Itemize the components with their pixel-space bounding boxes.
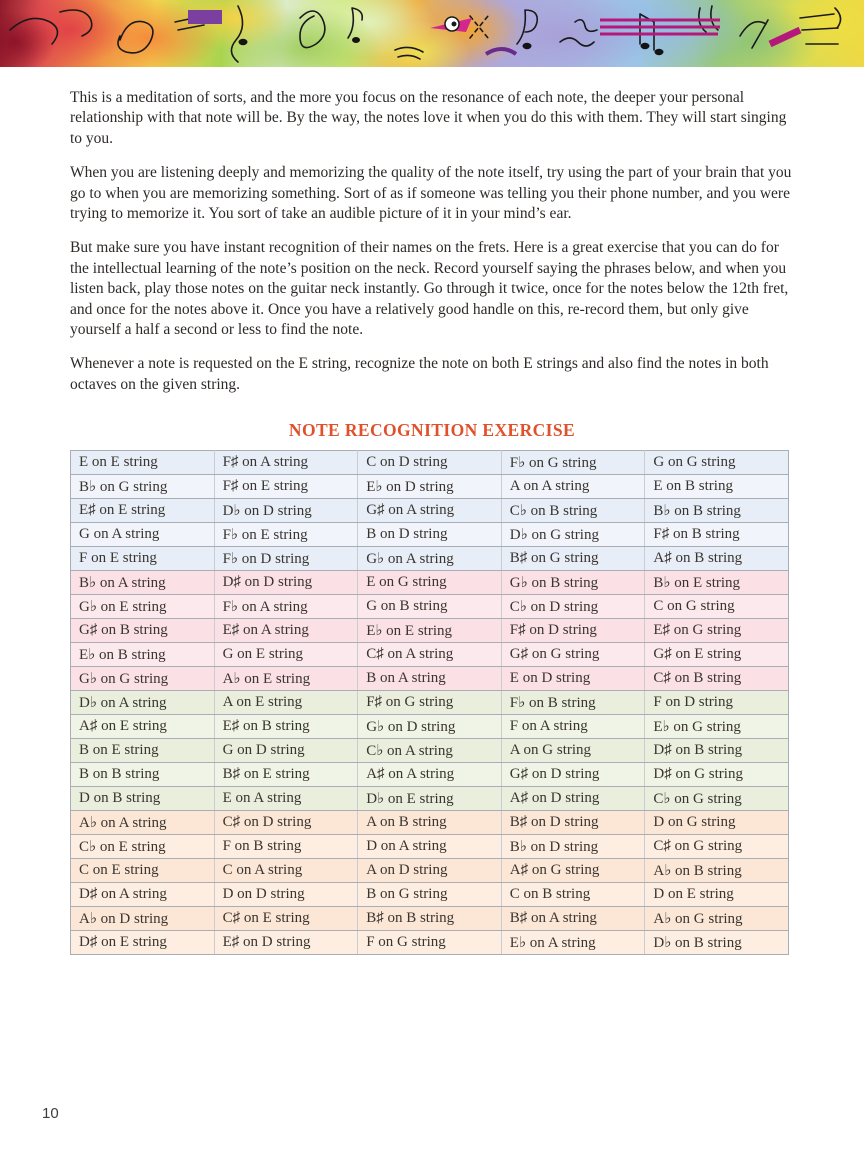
note-cell: G♯ on D string xyxy=(501,763,645,787)
note-cell: A on G string xyxy=(501,739,645,763)
note-cell: E♭ on B string xyxy=(71,643,215,667)
table-row xyxy=(71,787,789,811)
table-row xyxy=(71,451,789,475)
header-artwork xyxy=(0,0,864,67)
note-cell: D on G string xyxy=(645,811,789,835)
note-cell: E on D string xyxy=(501,667,645,691)
page-number: 10 xyxy=(42,1105,59,1122)
note-cell: G♭ on D string xyxy=(358,715,502,739)
note-cell: F♭ on D string xyxy=(214,547,358,571)
note-cell: D♭ on B string xyxy=(645,931,789,955)
note-cell: E♯ on A string xyxy=(214,619,358,643)
note-cell: D♭ on G string xyxy=(501,523,645,547)
note-cell: G♯ on B string xyxy=(71,619,215,643)
note-cell: B♭ on D string xyxy=(501,835,645,859)
note-cell: C on E string xyxy=(71,859,215,883)
note-cell: C on D string xyxy=(358,451,502,475)
table-row xyxy=(71,739,789,763)
table-row xyxy=(71,595,789,619)
note-cell: D♭ on A string xyxy=(71,691,215,715)
note-cell: E on G string xyxy=(358,571,502,595)
table-row xyxy=(71,715,789,739)
note-cell: D♯ on D string xyxy=(214,571,358,595)
note-cell: F♭ on B string xyxy=(501,691,645,715)
note-cell: B♭ on A string xyxy=(71,571,215,595)
table-row xyxy=(71,475,789,499)
note-cell: C on G string xyxy=(645,595,789,619)
note-cell: D♭ on E string xyxy=(358,787,502,811)
note-cell: B on E string xyxy=(71,739,215,763)
note-cell: A♭ on A string xyxy=(71,811,215,835)
note-cell: B♯ on B string xyxy=(358,907,502,931)
note-cell: B♯ on G string xyxy=(501,547,645,571)
note-cell: D♯ on E string xyxy=(71,931,215,955)
note-cell: A♯ on E string xyxy=(71,715,215,739)
note-cell: E on B string xyxy=(645,475,789,499)
note-cell: A♭ on E string xyxy=(214,667,358,691)
table-row xyxy=(71,523,789,547)
note-cell: C♯ on G string xyxy=(645,835,789,859)
note-table-body xyxy=(71,451,789,955)
note-cell: B♯ on E string xyxy=(214,763,358,787)
note-cell: E♯ on E string xyxy=(71,499,215,523)
note-cell: G♭ on G string xyxy=(71,667,215,691)
note-cell: G♭ on A string xyxy=(358,547,502,571)
table-row xyxy=(71,931,789,955)
note-cell: F♭ on A string xyxy=(214,595,358,619)
note-cell: E♭ on D string xyxy=(358,475,502,499)
note-cell: C♯ on D string xyxy=(214,811,358,835)
note-cell: G♯ on A string xyxy=(358,499,502,523)
note-cell: G♯ on E string xyxy=(645,643,789,667)
note-cell: C♯ on B string xyxy=(645,667,789,691)
table-row xyxy=(71,619,789,643)
note-cell: D on B string xyxy=(71,787,215,811)
note-cell: D♯ on G string xyxy=(645,763,789,787)
note-cell: G on A string xyxy=(71,523,215,547)
note-cell: E♯ on G string xyxy=(645,619,789,643)
note-cell: F♯ on G string xyxy=(358,691,502,715)
note-cell: B on D string xyxy=(358,523,502,547)
note-cell: G on G string xyxy=(645,451,789,475)
note-cell: F on G string xyxy=(358,931,502,955)
note-cell: G on D string xyxy=(214,739,358,763)
note-cell: C♭ on G string xyxy=(645,787,789,811)
note-cell: C on B string xyxy=(501,883,645,907)
note-cell: F on B string xyxy=(214,835,358,859)
note-cell: A♭ on G string xyxy=(645,907,789,931)
note-cell: F on A string xyxy=(501,715,645,739)
note-cell: C♯ on E string xyxy=(214,907,358,931)
table-row xyxy=(71,499,789,523)
note-cell: B♯ on A string xyxy=(501,907,645,931)
note-cell: B♭ on G string xyxy=(71,475,215,499)
note-cell: A♯ on A string xyxy=(358,763,502,787)
note-cell: B on A string xyxy=(358,667,502,691)
note-cell: E♭ on G string xyxy=(645,715,789,739)
note-cell: A on E string xyxy=(214,691,358,715)
note-cell: C♭ on D string xyxy=(501,595,645,619)
note-cell: A♭ on D string xyxy=(71,907,215,931)
note-cell: A on B string xyxy=(358,811,502,835)
table-row xyxy=(71,835,789,859)
note-cell: E♭ on A string xyxy=(501,931,645,955)
note-cell: C♯ on A string xyxy=(358,643,502,667)
note-cell: D♭ on D string xyxy=(214,499,358,523)
note-cell: F on E string xyxy=(71,547,215,571)
note-cell: E on A string xyxy=(214,787,358,811)
note-cell: C♭ on A string xyxy=(358,739,502,763)
paragraph-1: This is a meditation of sorts, and the more you focus on the resonance of each note, the deeper your personal relationship with that note will be. By the way, the notes love it when you do this with them. They will start singing to you. xyxy=(70,89,787,147)
note-cell: C♭ on E string xyxy=(71,835,215,859)
note-cell: B♭ on B string xyxy=(645,499,789,523)
note-cell: G♭ on B string xyxy=(501,571,645,595)
table-row xyxy=(71,859,789,883)
table-row xyxy=(71,547,789,571)
note-cell: B♭ on E string xyxy=(645,571,789,595)
table-row xyxy=(71,883,789,907)
page-content xyxy=(70,88,794,955)
table-row xyxy=(71,763,789,787)
note-cell: A♯ on D string xyxy=(501,787,645,811)
table-row xyxy=(71,811,789,835)
music-doodles-icon xyxy=(0,0,864,67)
note-cell: G on E string xyxy=(214,643,358,667)
note-cell: D♯ on A string xyxy=(71,883,215,907)
paragraph-3: But make sure you have instant recognition of their names on the frets. Here is a great exercise that you can do for the intellectual learning of the note’s position on the neck. Record yourself saying the phrases below, and when you listen back, play those notes on the guitar neck instantly. Go through it twice, once for the notes below the 12th fret, and once for the notes above it. Once you have a relatively good handle on this, re-record them, but only give yourself a half a second or less to find the note. xyxy=(70,239,789,339)
note-cell: A♯ on G string xyxy=(501,859,645,883)
table-row xyxy=(71,571,789,595)
note-cell: F♯ on A string xyxy=(214,451,358,475)
note-cell: F♭ on G string xyxy=(501,451,645,475)
paragraph-2: When you are listening deeply and memorizing the quality of the note itself, try using the part of your brain that you go to when you are memorizing something. Sort of as if someone was telling you their phone number, and you were trying to memorize it. You sort of take an audible picture of it in your mind’s ear. xyxy=(70,164,792,223)
note-cell: E♯ on B string xyxy=(214,715,358,739)
note-cell: F on D string xyxy=(645,691,789,715)
section-heading: NOTE RECOGNITION EXERCISE xyxy=(288,420,576,441)
note-cell: F♯ on B string xyxy=(645,523,789,547)
note-cell: B♯ on D string xyxy=(501,811,645,835)
note-cell: E♭ on E string xyxy=(358,619,502,643)
note-cell: F♯ on D string xyxy=(501,619,645,643)
paragraph-4: Whenever a note is requested on the E string, recognize the note on both E strings and also find the notes in both octaves on the given string. xyxy=(70,355,769,393)
note-cell: G on B string xyxy=(358,595,502,619)
note-cell: B on B string xyxy=(71,763,215,787)
note-cell: E♯ on D string xyxy=(214,931,358,955)
note-cell: A♯ on B string xyxy=(645,547,789,571)
table-row xyxy=(71,691,789,715)
note-cell: D♯ on B string xyxy=(645,739,789,763)
note-cell: C♭ on B string xyxy=(501,499,645,523)
note-cell: D on D string xyxy=(214,883,358,907)
note-cell: D on E string xyxy=(645,883,789,907)
note-cell: F♯ on E string xyxy=(214,475,358,499)
note-cell: B on G string xyxy=(358,883,502,907)
table-row xyxy=(71,667,789,691)
note-cell: A♭ on B string xyxy=(645,859,789,883)
note-cell: G♯ on G string xyxy=(501,643,645,667)
note-cell: G♭ on E string xyxy=(71,595,215,619)
note-cell: A on D string xyxy=(358,859,502,883)
table-row xyxy=(71,643,789,667)
note-cell: E on E string xyxy=(71,451,215,475)
note-recognition-table xyxy=(70,450,789,955)
note-cell: D on A string xyxy=(358,835,502,859)
note-cell: C on A string xyxy=(214,859,358,883)
table-row xyxy=(71,907,789,931)
note-cell: F♭ on E string xyxy=(214,523,358,547)
note-cell: A on A string xyxy=(501,475,645,499)
